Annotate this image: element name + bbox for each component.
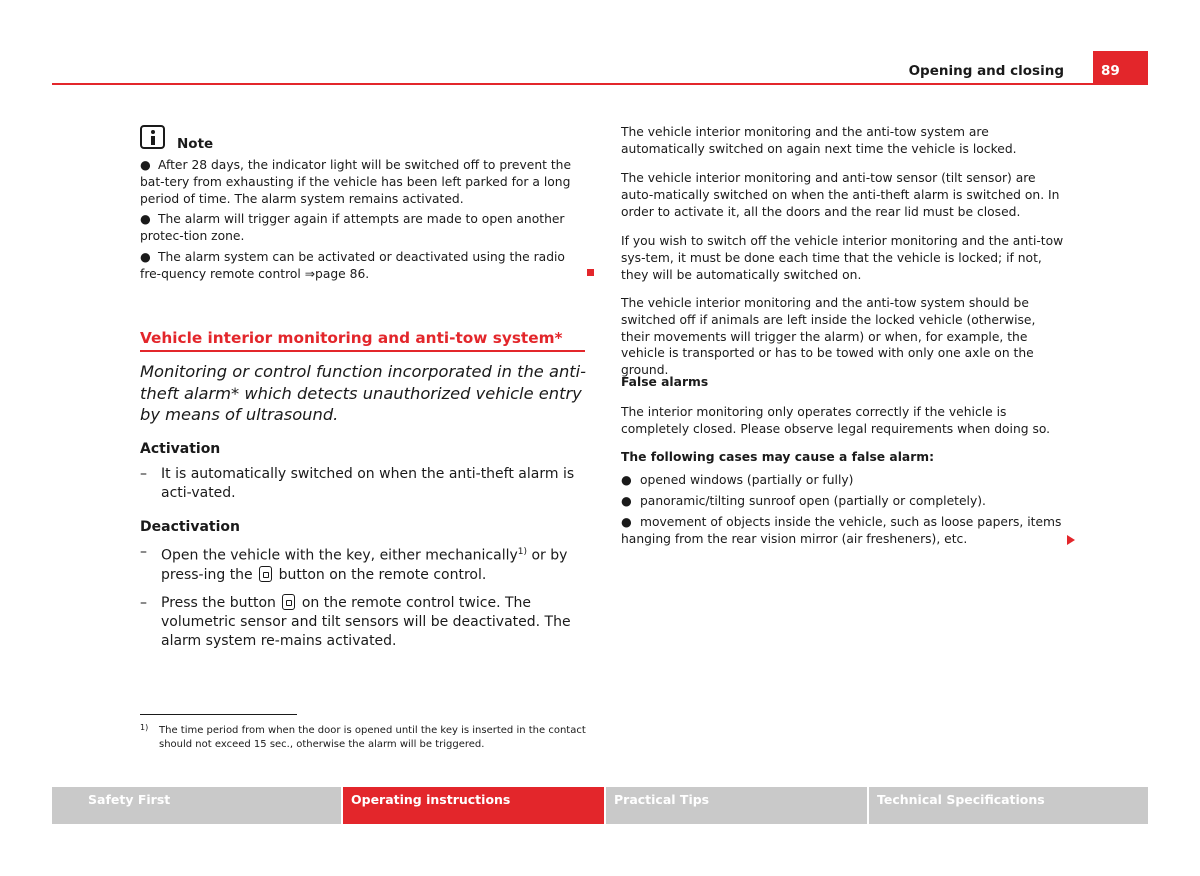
paragraph: The interior monitoring only operates correctly if the vehicle is completely closed. Please observe legal requirements when doing so.	[621, 405, 1051, 436]
tab-safety-first[interactable]: Safety First	[52, 787, 341, 824]
note-bullet: ● The alarm system can be activated or deactivated using the radio fre-quency remote control ⇒page 86.	[140, 250, 565, 281]
cause-item: ● movement of objects inside the vehicle, such as loose papers, items hanging from the rear vision mirror (air fresheners), etc.	[621, 515, 1062, 546]
section-title: Vehicle interior monitoring and anti-tow system*	[140, 329, 585, 352]
note-bullet: ● The alarm will trigger again if attempts are made to open another protec-tion zone.	[140, 212, 565, 243]
activation-heading: Activation	[140, 441, 221, 457]
chapter-title: Opening and closing	[908, 63, 1064, 79]
page-number: 89	[1093, 51, 1148, 85]
section-end-mark	[587, 269, 594, 276]
note-bullet: ● After 28 days, the indicator light will be switched off to prevent the bat-tery from exhausting if the vehicle has been left parked for a long period of time. The alarm system remains activated.	[140, 158, 572, 206]
section-intro: Monitoring or control function incorporated in the anti-theft alarm* which detects unauthorized vehicle entry by means of ultrasound.	[140, 362, 587, 424]
lock-key-icon	[282, 594, 295, 610]
causes-heading: The following cases may cause a false alarm:	[621, 450, 934, 464]
note-title: Note	[177, 136, 214, 152]
deactivation-item: – Press the button on the remote control twice. The volumetric sensor and tilt sensors will be deactivated. The alarm system re-mains activated.	[140, 595, 571, 649]
footnote: 1) The time period from when the door is opened until the key is inserted in the contact should not exceed 15 sec., otherwise the alarm will be triggered.	[140, 723, 586, 750]
false-alarms-heading: False alarms	[621, 375, 709, 389]
unlock-key-icon	[259, 566, 272, 582]
paragraph: The vehicle interior monitoring and the anti-tow system are automatically switched on again next time the vehicle is locked.	[621, 125, 1017, 156]
paragraph: If you wish to switch off the vehicle interior monitoring and the anti-tow sys-tem, it must be done each time that the vehicle is locked; if not, they will be automatically switched on.	[621, 234, 1064, 282]
activation-item: – It is automatically switched on when the anti-theft alarm is acti-vated.	[140, 466, 575, 501]
tab-technical-specifications[interactable]: Technical Specifications	[869, 787, 1148, 824]
footnote-rule	[140, 714, 297, 715]
paragraph: The vehicle interior monitoring and the anti-tow system should be switched off if animals are left inside the locked vehicle (otherwise, their movements will trigger the alarm) or when, for example, the vehicle is transported or has to be towed with only one axle on the ground.	[621, 296, 1036, 378]
tab-operating-instructions[interactable]: Operating instructions	[343, 787, 604, 824]
paragraph: The vehicle interior monitoring and anti-tow sensor (tilt sensor) are auto-matically switched on when the anti-theft alarm is switched on. In order to activate it, all the doors and the rear lid must be closed.	[621, 171, 1060, 219]
tab-practical-tips[interactable]: Practical Tips	[606, 787, 867, 824]
cause-item: ● panoramic/tilting sunroof open (partially or completely).	[621, 494, 986, 508]
cause-item: ● opened windows (partially or fully)	[621, 473, 854, 487]
info-icon	[140, 125, 165, 149]
deactivation-item: – Open the vehicle with the key, either mechanically$^{1)}$ or by press-ing the button on the remote control.	[140, 544, 568, 583]
continue-arrow-icon	[1067, 535, 1075, 545]
deactivation-heading: Deactivation	[140, 519, 241, 535]
header-rule	[52, 83, 1148, 85]
